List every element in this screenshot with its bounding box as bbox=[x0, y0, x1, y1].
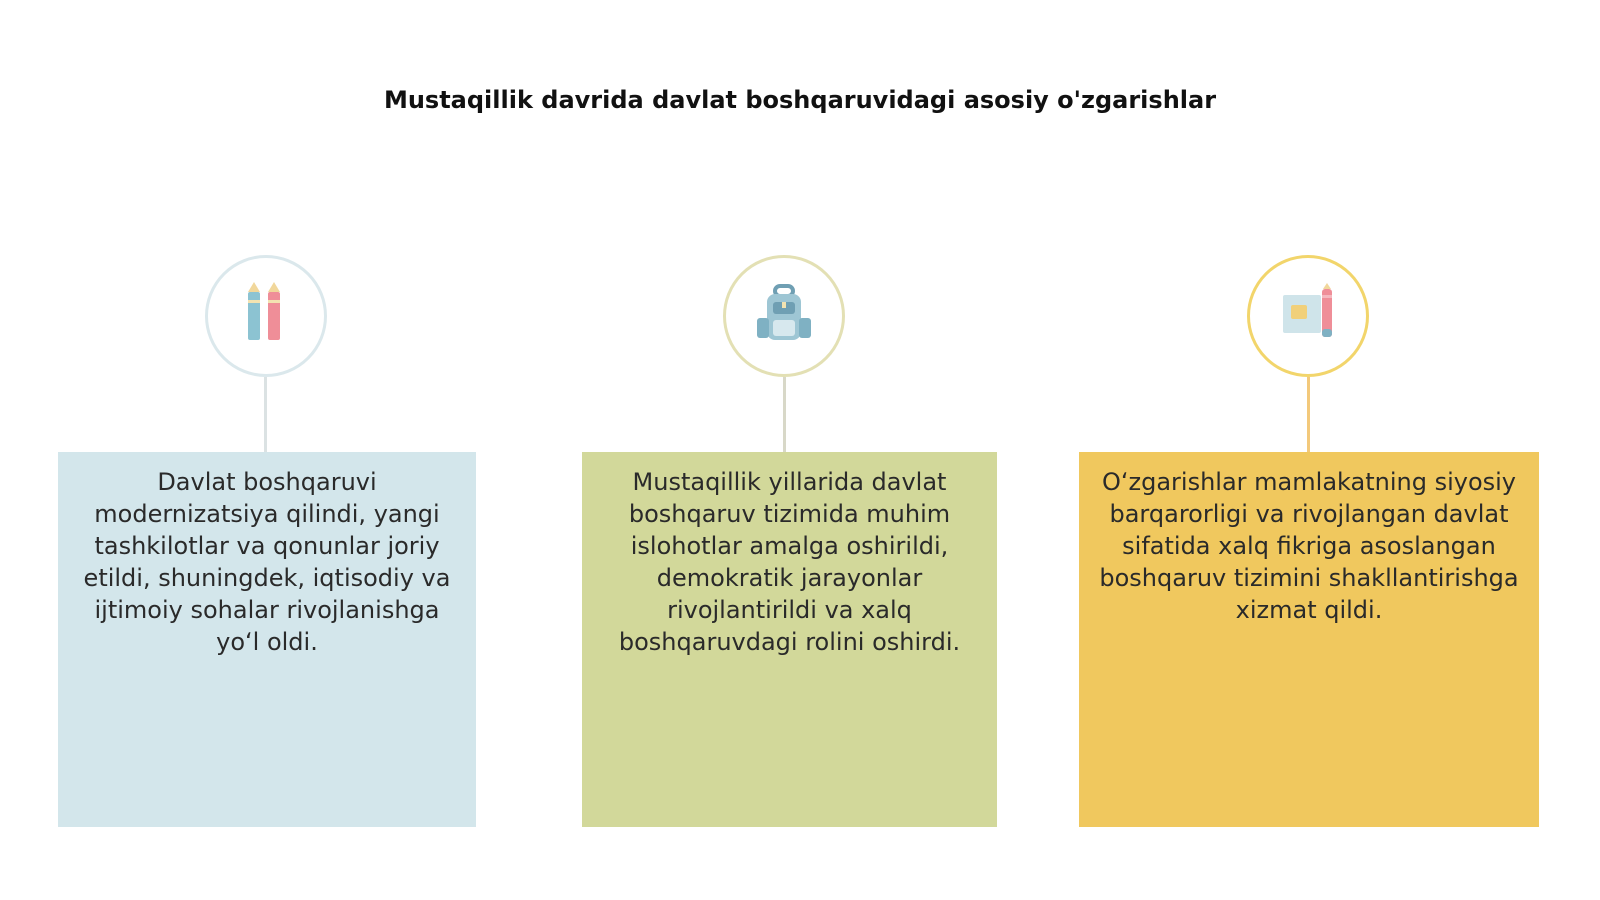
card-text-1: Davlat boshqaruvi modernizatsiya qilindi, yangi tashkilotlar va qonunlar joriy etildi, shuningdek, iqtisodiy va ijtimoiy sohalar rivojlanishga yoʻl oldi. bbox=[83, 468, 451, 656]
card-text-3: Oʻzgarishlar mamlakatning siyosiy barqarorligi va rivojlangan davlat sifatida xalq fikriga asoslangan boshqaruv tizimini shakllantirishga xizmat qildi. bbox=[1099, 468, 1519, 624]
card-text-2: Mustaqillik yillarida davlat boshqaruv tizimida muhim islohotlar amalga oshirildi, demokratik jarayonlar rivojlantirildi va xalq boshqaruvdagi rolini oshirdi. bbox=[618, 468, 961, 656]
drawing-board-icon bbox=[1277, 283, 1339, 349]
connector-line-3 bbox=[1307, 377, 1310, 452]
page-title: Mustaqillik davrida davlat boshqaruvidagi asosiy o'zgarishlar bbox=[383, 86, 1217, 114]
info-card-3 bbox=[1079, 452, 1539, 827]
icon-ring-3 bbox=[1247, 255, 1369, 377]
